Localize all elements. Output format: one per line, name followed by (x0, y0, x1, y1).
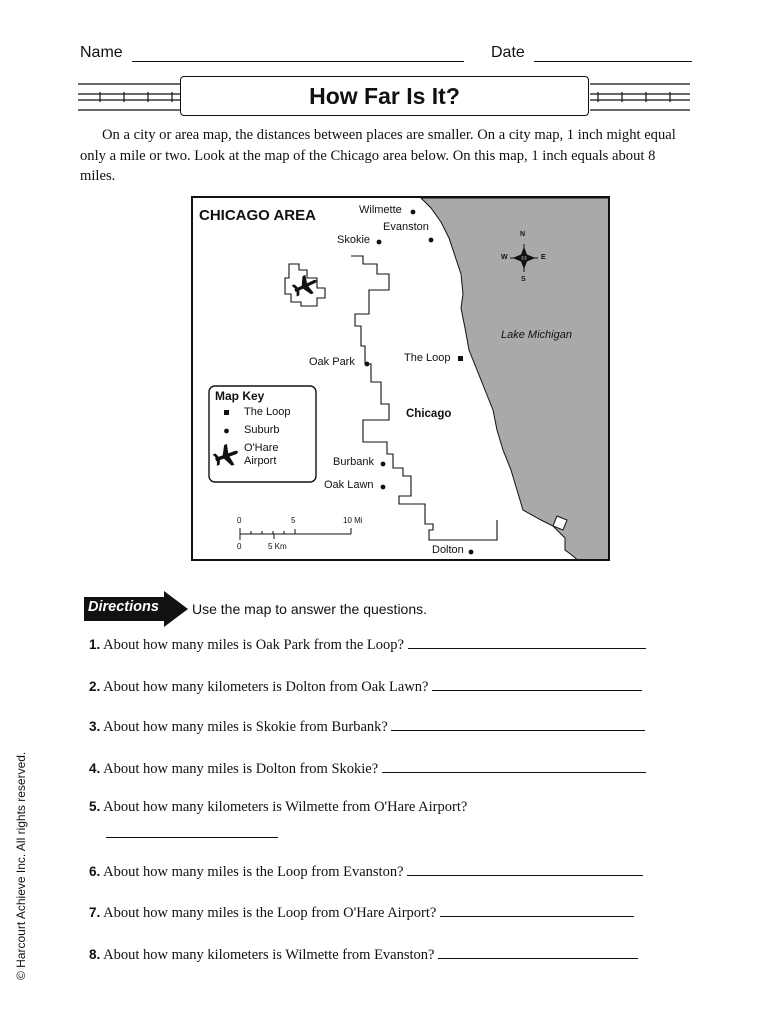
answer-field[interactable] (106, 821, 278, 838)
oak-lawn-dot (381, 485, 386, 490)
question-7 (89, 902, 693, 922)
question-number: 5. (89, 799, 101, 814)
loop-marker (458, 356, 463, 361)
directions-badge (84, 591, 190, 632)
oak-park-dot (365, 362, 370, 367)
question-number: 7. (89, 905, 101, 920)
question-number: 4. (89, 761, 101, 776)
question-text: About how many kilometers is Wilmette from Evanston? (103, 947, 435, 963)
lake-michigan (421, 198, 610, 561)
question-number: 3. (89, 719, 101, 734)
evanston-dot (429, 238, 434, 243)
skokie-dot (377, 240, 382, 245)
key-airport-label-2: Airport (244, 455, 277, 467)
directions-text: Use the map to answer the questions. (192, 601, 428, 617)
label-lake-michigan: Lake Michigan (501, 329, 572, 341)
map-key-title: Map Key (215, 389, 265, 403)
question-text: About how many kilometers is Wilmette from O'Hare Airport? (103, 799, 468, 815)
label-dolton: Dolton (432, 544, 464, 556)
question-text: About how many miles is Oak Park from the Loop? (103, 637, 404, 653)
header-row (80, 44, 692, 68)
intro-text: On a city or area map, the distances between places are smaller. On a city map, 1 inch might equal only a mile or two. Look at the map of the Chicago area below. On this map, 1 inch equals about 8 miles. (80, 127, 676, 184)
date-label: Date (491, 44, 525, 61)
question-4 (89, 758, 693, 778)
question-3 (89, 716, 693, 736)
compass-s: S (521, 276, 526, 283)
label-evanston: Evanston (383, 221, 429, 233)
question-1 (89, 634, 693, 654)
burbank-dot (381, 462, 386, 467)
map-title: CHICAGO AREA (199, 207, 316, 224)
wilmette-dot (411, 210, 416, 215)
question-6 (89, 861, 693, 881)
question-number: 6. (89, 864, 101, 879)
scale-mi-10: 10 Mi (343, 516, 363, 525)
label-burbank: Burbank (333, 456, 374, 468)
label-wilmette: Wilmette (359, 204, 402, 216)
question-text: About how many miles is Dolton from Skokie? (103, 761, 379, 777)
answer-field[interactable] (391, 716, 645, 731)
scale-mi-5: 5 (291, 516, 296, 525)
question-number: 2. (89, 679, 101, 694)
map-graphic (193, 198, 610, 561)
label-oak-lawn: Oak Lawn (324, 479, 374, 491)
answer-field[interactable] (440, 902, 634, 917)
answer-field[interactable] (407, 861, 643, 876)
scale-mi-0: 0 (237, 516, 242, 525)
answer-field[interactable] (382, 758, 646, 773)
answer-field[interactable] (438, 944, 638, 959)
date-field[interactable] (534, 61, 692, 62)
dolton-dot (469, 550, 474, 555)
answer-field[interactable] (408, 634, 646, 649)
question-number: 8. (89, 947, 101, 962)
label-chicago: Chicago (406, 408, 452, 420)
compass-n: N (520, 231, 526, 238)
worksheet-title: How Far Is It? (180, 76, 589, 116)
label-the-loop: The Loop (404, 352, 451, 364)
key-suburb-dot (224, 429, 229, 434)
copyright-notice: © Harcourt Achieve Inc. All rights reserved. (14, 751, 28, 980)
answer-field[interactable] (432, 676, 642, 691)
question-text: About how many kilometers is Dolton from Oak Lawn? (103, 679, 429, 695)
airplane-icon (290, 271, 321, 300)
label-oak-park: Oak Park (309, 356, 355, 368)
compass-w: W (501, 254, 508, 261)
name-field[interactable] (132, 61, 464, 62)
compass-e: E (541, 254, 546, 261)
question-text: About how many miles is the Loop from O'Hare Airport? (103, 905, 437, 921)
scale-km-0: 0 (237, 542, 242, 551)
question-text: About how many miles is the Loop from Evanston? (103, 864, 404, 880)
question-text: About how many miles is Skokie from Burbank? (103, 719, 388, 735)
chicago-area-map (191, 196, 610, 561)
intro-paragraph (80, 125, 692, 187)
question-5 (89, 799, 693, 816)
scale-km-5: 5 Km (268, 542, 287, 551)
question-number: 1. (89, 637, 101, 652)
key-airport-label-1: O'Hare (244, 442, 279, 454)
directions-label: Directions (88, 599, 159, 615)
label-skokie: Skokie (337, 234, 371, 246)
name-label: Name (80, 44, 123, 61)
scale-bar (240, 528, 351, 540)
key-loop-label: The Loop (244, 406, 291, 418)
key-loop-marker (224, 410, 229, 415)
question-8 (89, 944, 693, 964)
question-2 (89, 676, 693, 696)
key-suburb-label: Suburb (244, 424, 280, 436)
